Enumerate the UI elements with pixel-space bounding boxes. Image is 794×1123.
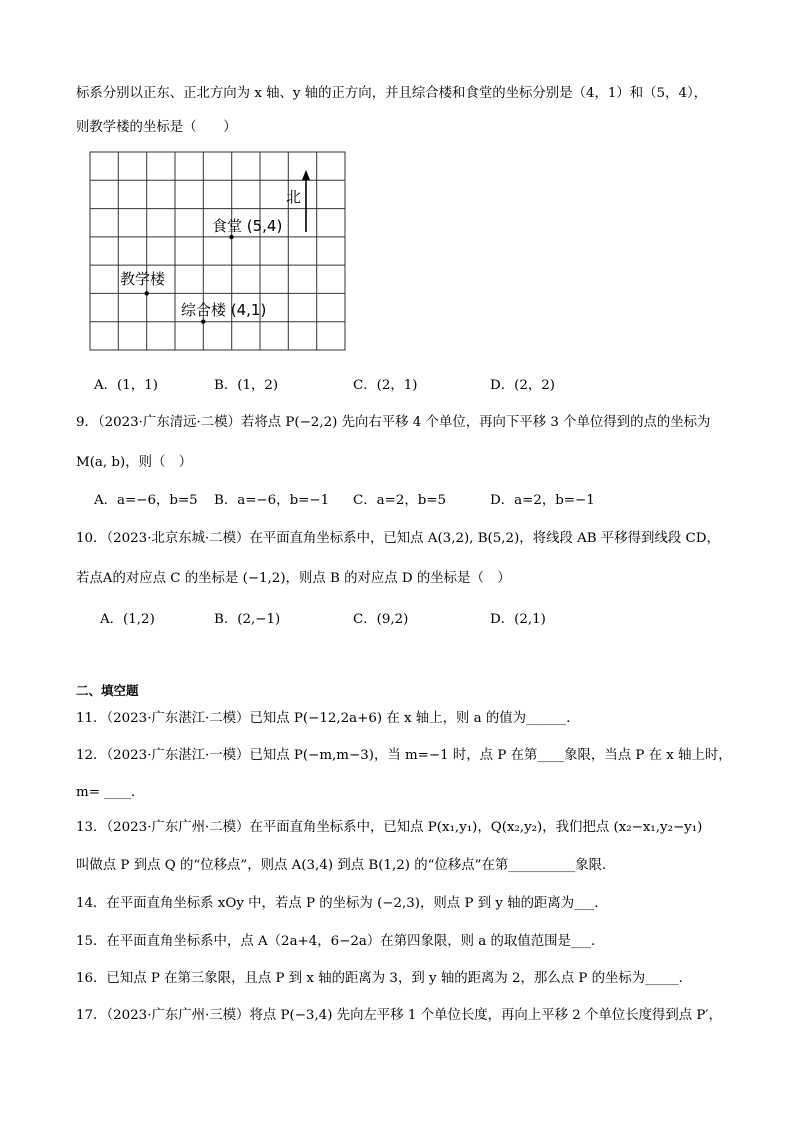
q14-line: 14．在平面直角坐标系 xOy 中，若点 P 的坐标为 (−2,3)，则点 P 到 y 轴的距离为___． bbox=[76, 896, 608, 911]
q8-line-2: 则教学楼的坐标是（ ） bbox=[76, 120, 237, 135]
campus-grid-figure bbox=[88, 150, 348, 354]
canteen-label: 食堂 (5,4) bbox=[212, 217, 283, 235]
complex-building-point bbox=[201, 320, 205, 324]
q15-line: 15．在平面直角坐标系中，点 A（2a+4，6−2a）在第四象限，则 a 的取值范围是___． bbox=[76, 934, 605, 949]
q8-option-a: A．(1，1) bbox=[94, 378, 158, 393]
q8-option-d: D．(2，2) bbox=[490, 378, 556, 393]
q9-line-2: M(a, b)，则（ ） bbox=[76, 455, 193, 470]
q10-line-2: 若点A的对应点 C 的坐标是 (−1,2)，则点 B 的对应点 D 的坐标是（ ） bbox=[76, 571, 511, 586]
q11-line: 11．（2023·广东湛江·二模）已知点 P(−12,2a+6) 在 x 轴上，则 a 的值为______． bbox=[76, 711, 580, 726]
north-label: 北 bbox=[286, 188, 302, 206]
teaching-building-point bbox=[145, 291, 149, 295]
q10-option-b: B．(2,−1) bbox=[214, 612, 281, 627]
q9-option-a: A．a=−6，b=5 bbox=[94, 493, 198, 508]
q10-option-a: A．(1,2) bbox=[100, 612, 155, 627]
q9-option-c: C．a=2，b=5 bbox=[353, 493, 447, 508]
q12-line-2: m= ____． bbox=[76, 785, 145, 800]
q10-option-c: C．(9,2) bbox=[353, 612, 409, 627]
q13-line-2: 叫做点 P 到点 Q 的“位移点”，则点 A(3,4) 到点 B(1,2) 的“位移点”在第__________象限． bbox=[76, 858, 616, 873]
q9-line-1: 9．（2023·广东清远·二模）若将点 P(−2,2) 先向右平移 4 个单位，再向下平移 3 个单位得到的点的坐标为 bbox=[76, 415, 711, 430]
q10-line-1: 10．（2023·北京东城·二模）在平面直角坐标系中，已知点 A(3,2), B(5,2)，将线段 AB 平移得到线段 CD， bbox=[76, 531, 720, 546]
q8-line-1: 标系分别以正东、正北方向为 x 轴、y 轴的正方向，并且综合楼和食堂的坐标分别是（4，1）和（5，4）， bbox=[76, 86, 708, 101]
q12-line-1: 12．（2023·广东湛江·一模）已知点 P(−m,m−3)，当 m=−1 时，点 P 在第____象限，当点 P 在 x 轴上时， bbox=[76, 748, 732, 763]
canteen-point bbox=[229, 235, 233, 239]
teaching-building-label: 教学楼 bbox=[120, 270, 166, 288]
q8-option-c: C．(2，1) bbox=[353, 378, 418, 393]
q10-option-d: D．(2,1) bbox=[490, 612, 546, 627]
q9-option-d: D．a=2，b=−1 bbox=[490, 493, 595, 508]
q17-line: 17．（2023·广东广州·三模）将点 P(−3,4) 先向左平移 1 个单位长度，再向上平移 2 个单位长度得到点 P′， bbox=[76, 1008, 722, 1023]
complex-building-label: 综合楼 (4,1) bbox=[181, 301, 267, 319]
section-heading-fill-blank: 二、填空题 bbox=[76, 683, 139, 698]
q9-option-b: B．a=−6，b=−1 bbox=[214, 493, 330, 508]
q8-option-b: B．(1，2) bbox=[214, 378, 279, 393]
q16-line: 16．已知点 P 在第三象限，且点 P 到 x 轴的距离为 3，到 y 轴的距离为 2，那么点 P 的坐标为_____． bbox=[76, 971, 693, 986]
q13-line-1: 13．（2023·广东广州·二模）在平面直角坐标系中，已知点 P(x₁,y₁)，Q(x₂,y₂)，我们把点 (x₂−x₁,y₂−y₁) bbox=[76, 820, 703, 835]
